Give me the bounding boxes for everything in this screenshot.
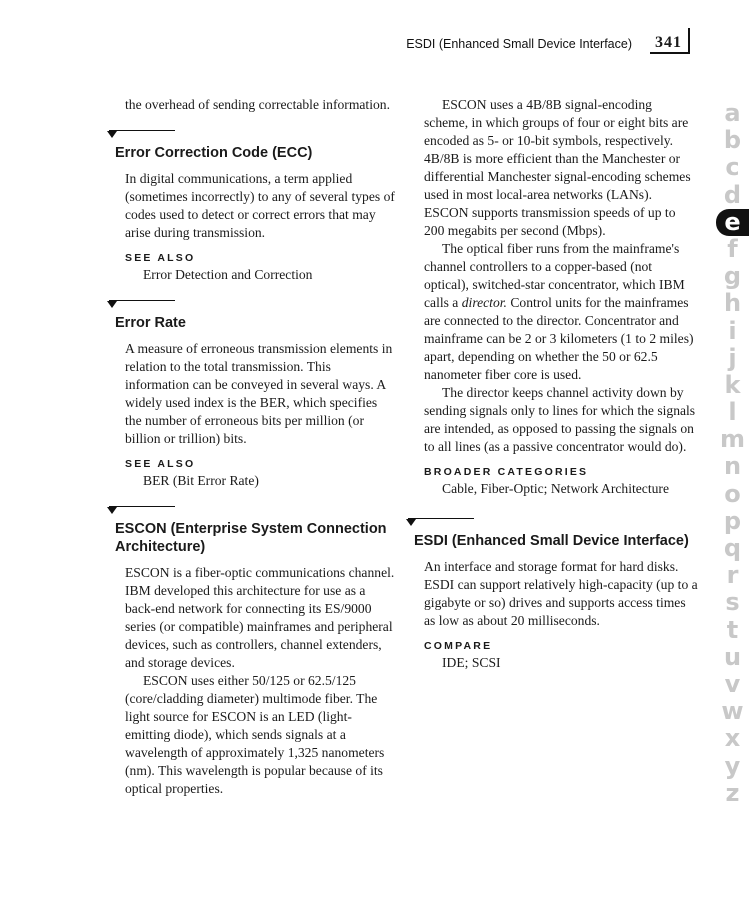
thumb-index-letter-z[interactable]: z: [725, 778, 740, 807]
thumb-index-letter-v[interactable]: v: [724, 669, 741, 698]
header-rule-vertical: [688, 28, 690, 54]
thumb-index-letter-o[interactable]: o: [724, 479, 741, 508]
thumb-index-letter-k[interactable]: k: [724, 370, 741, 399]
entry-body: ESCON uses either 50/125 or 62.5/125 (core/cladding diameter) multimode fiber. The light source for ESCON is an LED (light-emitting diode), which sends signals at a wavelength of approximately 1,325 nanometers (nm). This wavelength is popular because of its optical properties.: [125, 673, 385, 796]
thumb-index-letter-l[interactable]: l: [728, 398, 737, 427]
entry-marker: [107, 300, 395, 310]
entry-error-rate: [115, 300, 395, 490]
entry-title: Error Correction Code (ECC): [115, 145, 313, 161]
thumb-index-letter-n[interactable]: n: [723, 452, 742, 481]
entry-title: ESDI (Enhanced Small Device Interface): [414, 533, 689, 549]
thumb-index-letter-y[interactable]: y: [724, 751, 741, 780]
entry-body: A measure of erroneous transmission elements in relation to the total transmission. This information can be conveyed in several ways. A widely used index is the BER, which specifies the number of erroneous bits per million (or billion or trillion) bits.: [125, 341, 393, 446]
thumb-index-letter-a[interactable]: a: [724, 99, 741, 127]
header-rule-horizontal: [650, 52, 690, 54]
entry-ecc: [115, 130, 395, 284]
thumb-index-letter-j[interactable]: j: [728, 343, 737, 372]
thumb-index-letter-x[interactable]: x: [724, 724, 741, 753]
thumb-index-letter-i[interactable]: i: [728, 316, 737, 345]
broader-categories-label: BROADER CATEGORIES: [424, 466, 589, 478]
thumb-index-letter-g[interactable]: g: [723, 262, 742, 291]
thumb-index-letter-m[interactable]: m: [719, 425, 745, 454]
entry-body: In digital communications, a term applied (sometimes incorrectly) to any of several types of codes used to detect or correct errors that may arise during transmission.: [125, 171, 395, 240]
thumb-index-letter-d[interactable]: d: [723, 180, 742, 209]
entry-title: ESCON (Enterprise System Connection Architecture): [115, 521, 387, 555]
thumb-index-letter-u[interactable]: u: [723, 642, 742, 671]
thumb-index-letter-w[interactable]: w: [721, 697, 744, 726]
compare-links[interactable]: IDE; SCSI: [442, 655, 501, 670]
p2-text: The optical fiber runs from the mainframe's channel controllers to a copper-based (not optical), switched-star concentrator, which IBM calls a: [424, 241, 685, 310]
entry-escon: [115, 506, 395, 798]
entry-marker: [107, 506, 395, 516]
page-number: 341: [655, 34, 682, 51]
thumb-index-letter-e[interactable]: e: [716, 209, 749, 236]
entry-esdi: [414, 518, 699, 672]
escon-continued-p1: ESCON uses a 4B/8B signal-encoding scheme, in which groups of four or eight bits are encoded as 5- or 10-bit symbols, respectively. 4B/8B is more efficient than the Manchester or differential Manchester signal-encoding schemes used in most local-area networks (LANs). ESCON supports transmission speeds of up to 200 megabits per second (Mbps).: [424, 97, 691, 238]
alphabet-thumb-index: [716, 100, 749, 807]
broader-categories-links[interactable]: Cable, Fiber-Optic; Network Architecture: [442, 481, 669, 496]
entry-title: Error Rate: [115, 315, 186, 331]
see-also-link[interactable]: Error Detection and Correction: [143, 267, 313, 282]
entry-body: ESCON is a fiber-optic communications channel. IBM developed this architecture for use as a back-end network for connecting its ES/9000 series (or compatible) mainframes and peripheral devices, such as controllers, channel extenders, and storage devices.: [125, 565, 395, 670]
see-also-label: SEE ALSO: [125, 458, 196, 470]
escon-continued-p3: The director keeps channel activity down by sending signals only to lines for which the signals are intended, as opposed to passing the signals on to all lines (as a passive concentrator would do).: [424, 385, 696, 454]
escon-continued-p2: [414, 240, 699, 384]
see-also-label: SEE ALSO: [125, 252, 196, 264]
compare-label: COMPARE: [424, 640, 493, 652]
entry-body: An interface and storage format for hard disks. ESDI can support relatively high-capacity (up to a gigabyte or so) drives and supports access times as low as about 20 milliseconds.: [424, 559, 698, 628]
running-title: ESDI (Enhanced Small Device Interface): [406, 37, 632, 51]
left-column: [115, 96, 395, 798]
entry-marker: [406, 518, 699, 528]
entry-marker: [107, 130, 395, 140]
thumb-index-letter-h[interactable]: h: [723, 289, 742, 318]
thumb-index-letter-p[interactable]: p: [723, 506, 742, 535]
continued-text: the overhead of sending correctable information.: [125, 97, 390, 112]
thumb-index-letter-c[interactable]: c: [725, 153, 740, 182]
running-header: [0, 28, 690, 54]
thumb-index-letter-t[interactable]: t: [726, 615, 739, 644]
p2-text-after: Control units for the mainframes are connected to the director. Concentrator and mainframe can be 2 or 3 kilometers (1 to 2 miles) apart, depending on whether the 50 or 62.5 nanometer fiber core is used.: [424, 295, 694, 382]
thumb-index-letter-b[interactable]: b: [723, 126, 742, 155]
thumb-index-letter-s[interactable]: s: [725, 588, 740, 617]
thumb-index-letter-q[interactable]: q: [723, 534, 742, 562]
p2-emphasis: director.: [461, 295, 507, 310]
see-also-link[interactable]: BER (Bit Error Rate): [143, 473, 259, 488]
right-column: [414, 96, 699, 672]
thumb-index-letter-f[interactable]: f: [727, 234, 738, 263]
thumb-index-letter-r[interactable]: r: [726, 561, 739, 590]
